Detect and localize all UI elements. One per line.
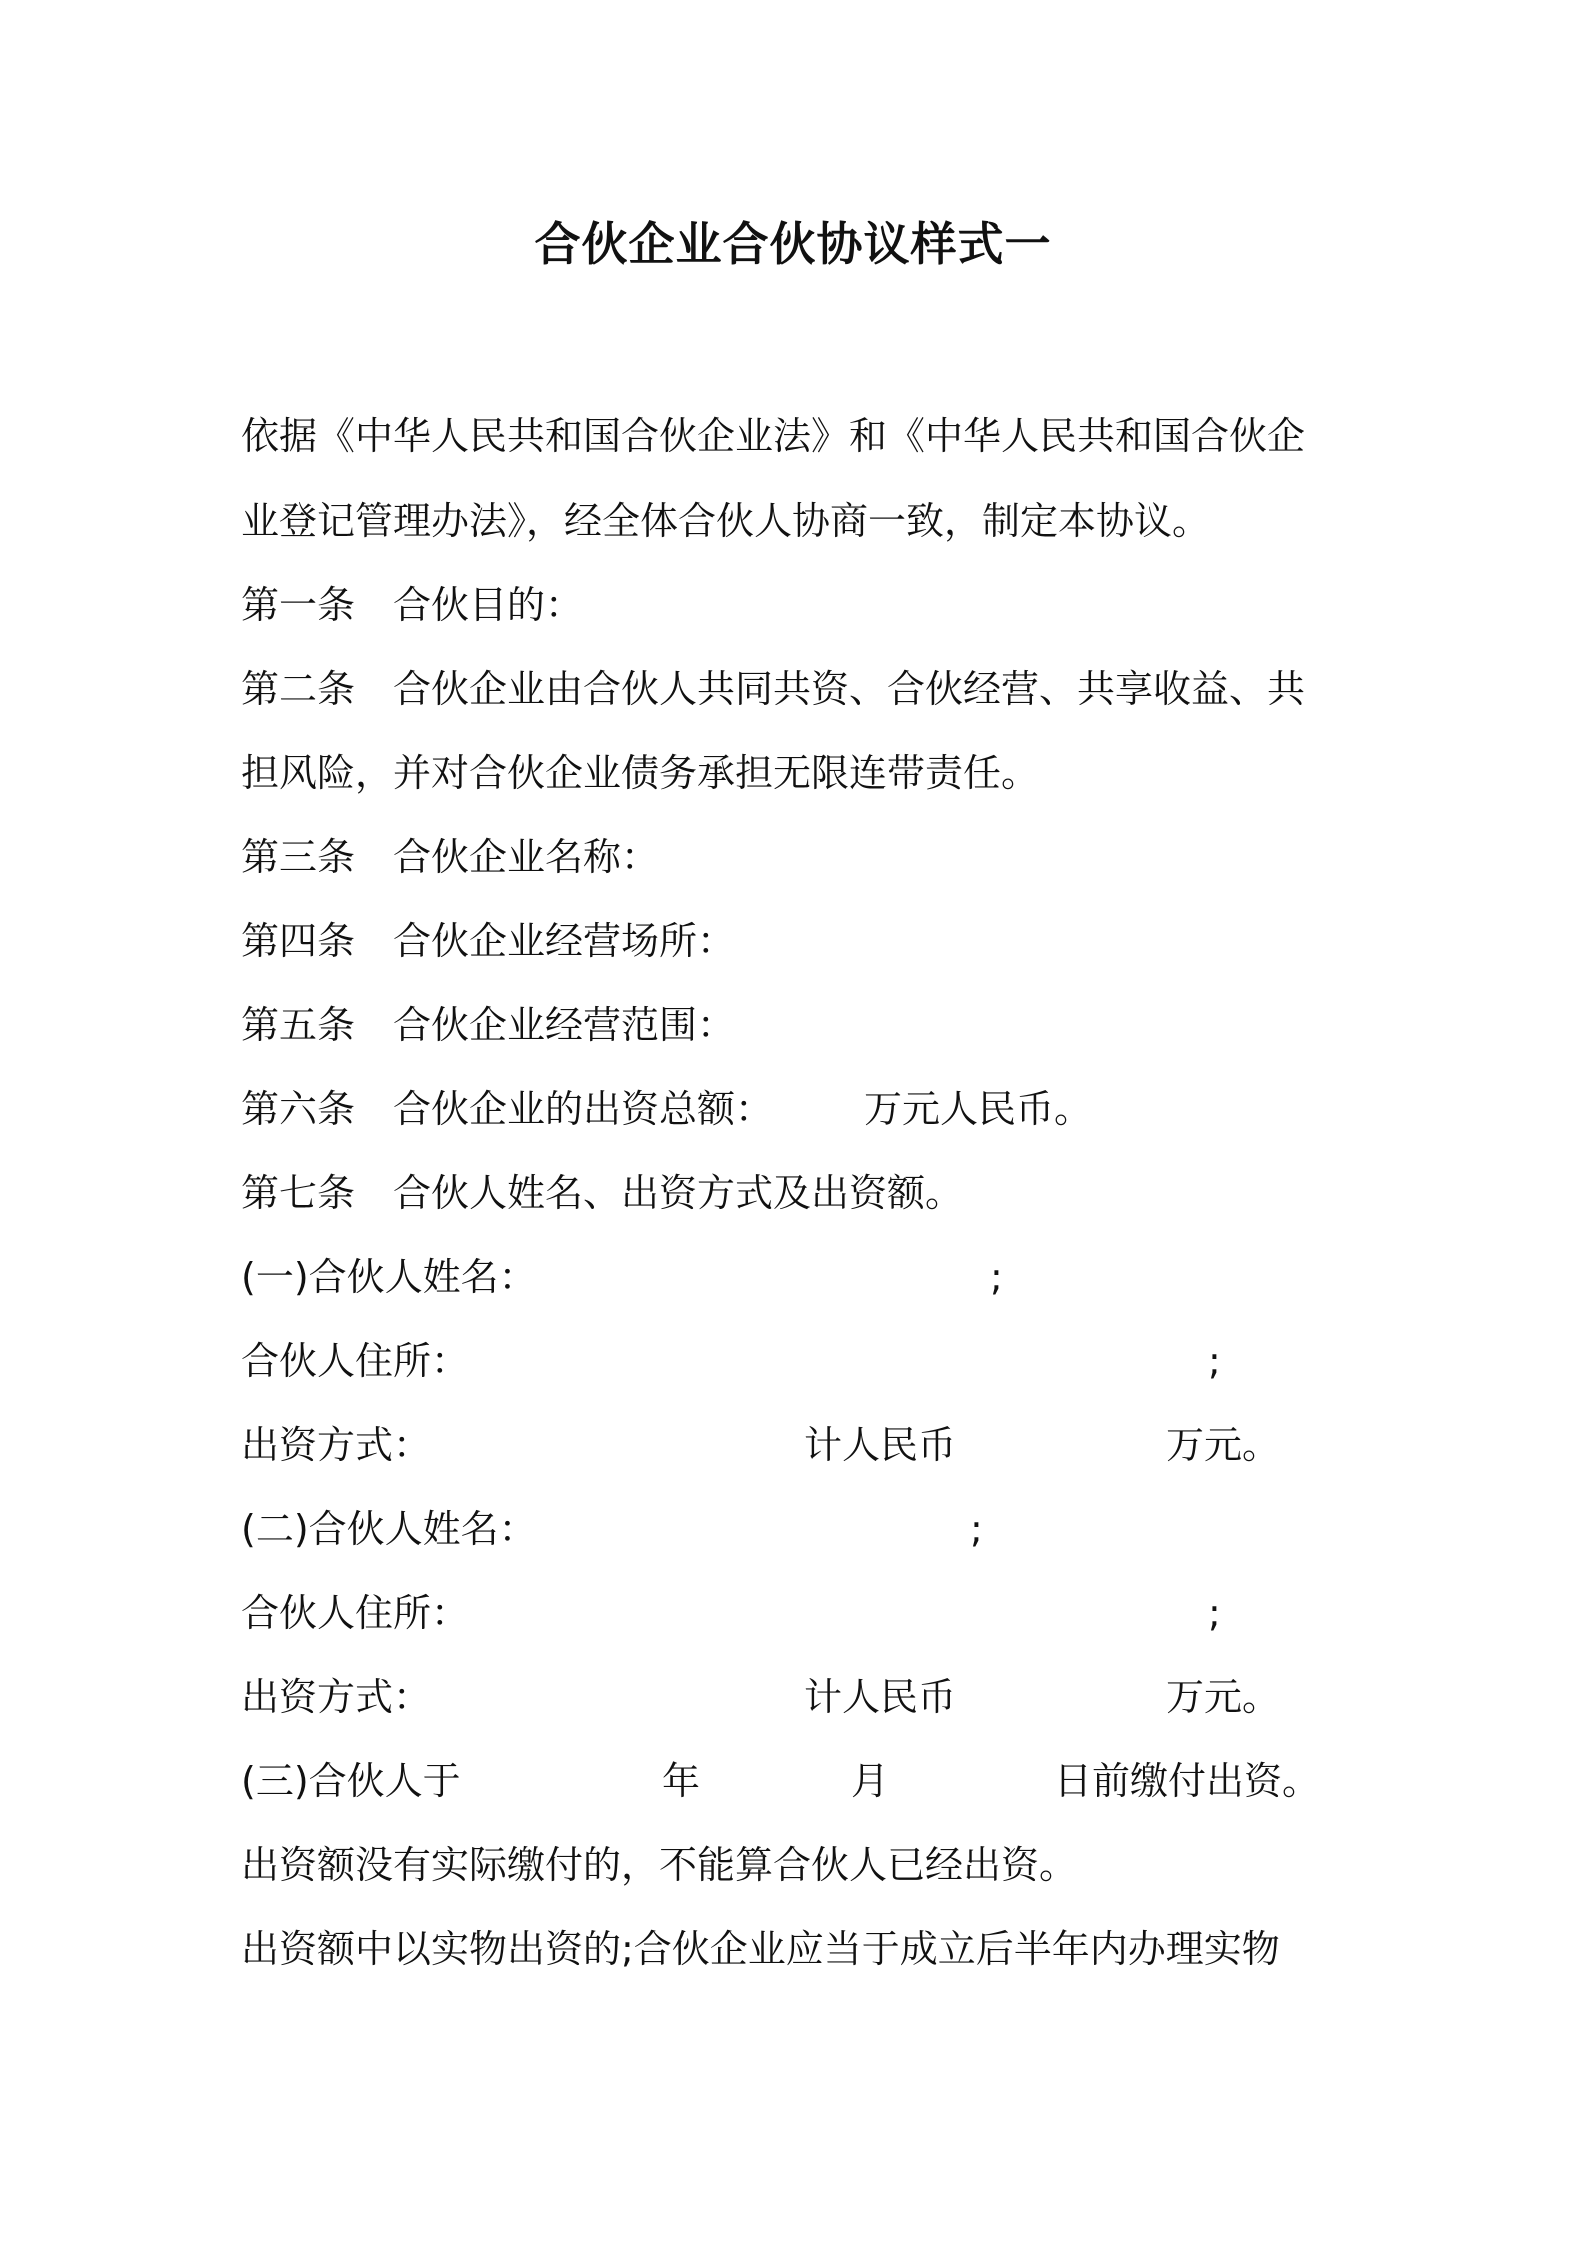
- partner-1-method-label: 出资方式：: [241, 1423, 432, 1467]
- article-5: 第五条 合伙企业经营范围：: [241, 1003, 736, 1047]
- partner-2-address-end: ;: [1208, 1591, 1221, 1635]
- article-6-label: 第六条 合伙企业的出资总额：: [241, 1087, 774, 1131]
- partner-2-rmb-label: 计人民币: [804, 1675, 957, 1719]
- payment-month: 月: [851, 1759, 890, 1803]
- closing-line-1: 出资额没有实际缴付的，不能算合伙人已经出资。: [241, 1843, 1078, 1887]
- partner-1-name-label: (一)合伙人姓名：: [241, 1255, 537, 1299]
- partner-2-address-label: 合伙人住所：: [241, 1591, 470, 1635]
- partner-1-rmb-label: 计人民币: [804, 1423, 957, 1467]
- article-1: 第一条 合伙目的：: [241, 583, 584, 627]
- article-6-unit: 万元人民币。: [864, 1087, 1093, 1131]
- closing-line-2: 出资额中以实物出资的;合伙企业应当于成立后半年内办理实物: [241, 1927, 1280, 1971]
- article-7: 第七条 合伙人姓名、出资方式及出资额。: [241, 1171, 964, 1215]
- article-3: 第三条 合伙企业名称：: [241, 835, 660, 879]
- payment-prefix: (三)合伙人于: [241, 1759, 461, 1803]
- partner-1-address-label: 合伙人住所：: [241, 1339, 470, 1383]
- document-title: 合伙企业合伙协议样式一: [534, 217, 1052, 271]
- partner-2-name-label: (二)合伙人姓名：: [241, 1507, 537, 1551]
- partner-2-method-label: 出资方式：: [241, 1675, 432, 1719]
- partner-1-name-end: ;: [990, 1255, 1003, 1299]
- article-2-line-2: 担风险，并对合伙企业债务承担无限连带责任。: [241, 751, 1040, 795]
- partner-1-wan-label: 万元。: [1166, 1423, 1281, 1467]
- payment-year: 年: [662, 1759, 701, 1803]
- article-2-line-1: 第二条 合伙企业由合伙人共同共资、合伙经营、共享收益、共: [241, 667, 1306, 711]
- partner-2-name-end: ;: [970, 1507, 983, 1551]
- intro-line-1: 依据《中华人民共和国合伙企业法》和《中华人民共和国合伙企: [241, 414, 1306, 458]
- partner-1-address-end: ;: [1208, 1339, 1221, 1383]
- partner-2-wan-label: 万元。: [1166, 1675, 1281, 1719]
- intro-line-2: 业登记管理办法》，经全体合伙人协商一致，制定本协议。: [241, 499, 1211, 543]
- payment-suffix: 日前缴付出资。: [1054, 1759, 1321, 1803]
- article-4: 第四条 合伙企业经营场所：: [241, 919, 736, 963]
